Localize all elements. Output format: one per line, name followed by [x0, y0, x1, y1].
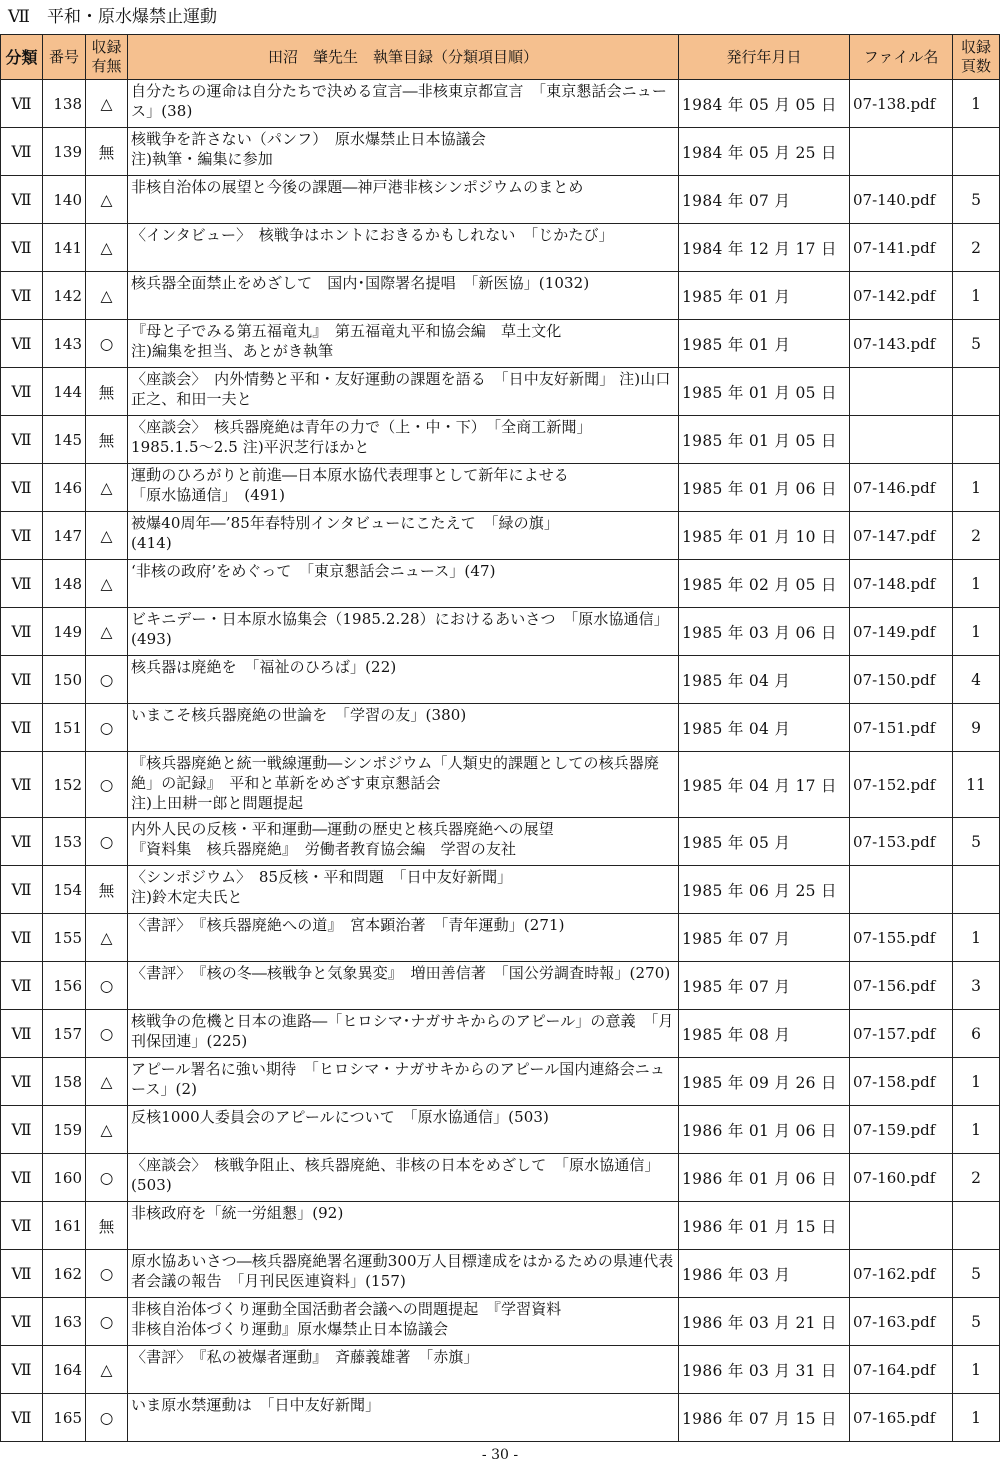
table-row [1, 818, 1000, 866]
file-name-cell: 07-155.pdf [850, 914, 953, 962]
date-cell: 1985 年 01 月 06 日 [679, 464, 850, 512]
number-cell: 142 [43, 272, 86, 320]
included-cell: ○ [86, 656, 128, 704]
file-name-cell: 07-157.pdf [850, 1010, 953, 1058]
date-cell: 1986 年 07 月 15 日 [679, 1394, 850, 1442]
number-cell: 159 [43, 1106, 86, 1154]
section-title: Ⅶ 平和・原水爆禁止運動 [8, 7, 217, 27]
pages-cell [953, 128, 1000, 176]
table-row [1, 914, 1000, 962]
pages-cell: 1 [953, 914, 1000, 962]
number-cell: 156 [43, 962, 86, 1010]
number-cell: 158 [43, 1058, 86, 1106]
header-title: 田沼 肇先生 執筆目録（分類項目順） [128, 35, 679, 80]
number-cell: 150 [43, 656, 86, 704]
file-name-cell: 07-164.pdf [850, 1346, 953, 1394]
included-cell: ○ [86, 1250, 128, 1298]
table-row [1, 1202, 1000, 1250]
date-cell: 1986 年 03 月 [679, 1250, 850, 1298]
file-name-cell: 07-143.pdf [850, 320, 953, 368]
date-cell: 1985 年 09 月 26 日 [679, 1058, 850, 1106]
included-cell: △ [86, 272, 128, 320]
title-cell: 非核政府を「統一労組懇」(92) [128, 1202, 679, 1250]
number-cell: 149 [43, 608, 86, 656]
included-cell: 無 [86, 1202, 128, 1250]
included-cell: 無 [86, 416, 128, 464]
included-cell: 無 [86, 368, 128, 416]
date-cell: 1984 年 05 月 05 日 [679, 80, 850, 128]
file-name-cell: 07-141.pdf [850, 224, 953, 272]
date-cell: 1985 年 05 月 [679, 818, 850, 866]
table-row [1, 224, 1000, 272]
number-cell: 148 [43, 560, 86, 608]
title-cell: 非核自治体の展望と今後の課題―神戸港非核シンポジウムのまとめ [128, 176, 679, 224]
category-cell: Ⅶ [1, 512, 43, 560]
number-cell: 164 [43, 1346, 86, 1394]
number-cell: 147 [43, 512, 86, 560]
table-row [1, 176, 1000, 224]
table-row [1, 1010, 1000, 1058]
pages-cell: 5 [953, 818, 1000, 866]
header-included: 収録 有無 [86, 35, 128, 80]
header-pages: 収録 頁数 [953, 35, 1000, 80]
pages-cell: 1 [953, 1346, 1000, 1394]
date-cell: 1985 年 07 月 [679, 962, 850, 1010]
number-cell: 143 [43, 320, 86, 368]
included-cell: ○ [86, 818, 128, 866]
category-cell: Ⅶ [1, 464, 43, 512]
category-cell: Ⅶ [1, 176, 43, 224]
date-cell: 1984 年 07 月 [679, 176, 850, 224]
number-cell: 145 [43, 416, 86, 464]
date-cell: 1985 年 01 月 10 日 [679, 512, 850, 560]
date-cell: 1985 年 01 月 05 日 [679, 368, 850, 416]
category-cell: Ⅶ [1, 1298, 43, 1346]
included-cell: 無 [86, 128, 128, 176]
file-name-cell [850, 416, 953, 464]
pages-cell [953, 1202, 1000, 1250]
number-cell: 160 [43, 1154, 86, 1202]
date-cell: 1985 年 08 月 [679, 1010, 850, 1058]
number-cell: 165 [43, 1394, 86, 1442]
table-row [1, 608, 1000, 656]
category-cell: Ⅶ [1, 560, 43, 608]
number-cell: 140 [43, 176, 86, 224]
date-cell: 1985 年 02 月 05 日 [679, 560, 850, 608]
number-cell: 162 [43, 1250, 86, 1298]
file-name-cell: 07-165.pdf [850, 1394, 953, 1442]
header-number: 番号 [43, 35, 86, 80]
title-cell: 自分たちの運命は自分たちで決める宣言―非核東京都宣言 「東京懇話会ニュース」(38) [128, 80, 679, 128]
number-cell: 153 [43, 818, 86, 866]
title-cell: 〈座談会〉 核戦争阻止、核兵器廃絶、非核の日本をめざして 「原水協通信」(503) [128, 1154, 679, 1202]
category-cell: Ⅶ [1, 608, 43, 656]
included-cell: △ [86, 512, 128, 560]
title-cell: 運動のひろがりと前進―日本原水協代表理事として新年によせる 「原水協通信」 (491) [128, 464, 679, 512]
file-name-cell: 07-146.pdf [850, 464, 953, 512]
title-cell: 核兵器全面禁止をめざして 国内･国際署名提唱 「新医協」(1032) [128, 272, 679, 320]
file-name-cell: 07-152.pdf [850, 752, 953, 818]
file-name-cell: 07-140.pdf [850, 176, 953, 224]
file-name-cell: 07-162.pdf [850, 1250, 953, 1298]
included-cell: ○ [86, 320, 128, 368]
file-name-cell: 07-149.pdf [850, 608, 953, 656]
catalog-table [0, 34, 1000, 1442]
included-cell: △ [86, 176, 128, 224]
file-name-cell: 07-156.pdf [850, 962, 953, 1010]
date-cell: 1985 年 01 月 [679, 320, 850, 368]
table-row [1, 464, 1000, 512]
date-cell: 1986 年 01 月 06 日 [679, 1106, 850, 1154]
included-cell: △ [86, 608, 128, 656]
category-cell: Ⅶ [1, 818, 43, 866]
pages-cell: 5 [953, 1250, 1000, 1298]
category-cell: Ⅶ [1, 1106, 43, 1154]
title-cell: 〈座談会〉 内外情勢と平和・友好運動の課題を語る 「日中友好新聞」 注)山口正之、和田一夫と [128, 368, 679, 416]
pages-cell: 1 [953, 560, 1000, 608]
table-row [1, 128, 1000, 176]
included-cell: △ [86, 1106, 128, 1154]
table-row [1, 1250, 1000, 1298]
title-cell: 反核1000人委員会のアピールについて 「原水協通信」(503) [128, 1106, 679, 1154]
number-cell: 139 [43, 128, 86, 176]
pages-cell: 1 [953, 1058, 1000, 1106]
file-name-cell [850, 866, 953, 914]
category-cell: Ⅶ [1, 1058, 43, 1106]
date-cell: 1984 年 12 月 17 日 [679, 224, 850, 272]
included-cell: ○ [86, 962, 128, 1010]
table-row [1, 80, 1000, 128]
table-row [1, 1346, 1000, 1394]
number-cell: 141 [43, 224, 86, 272]
pages-cell: 1 [953, 608, 1000, 656]
header-category: 分類 [1, 35, 43, 80]
table-row [1, 320, 1000, 368]
included-cell: ○ [86, 1154, 128, 1202]
file-name-cell: 07-159.pdf [850, 1106, 953, 1154]
pages-cell: 4 [953, 656, 1000, 704]
date-cell: 1985 年 07 月 [679, 914, 850, 962]
included-cell: △ [86, 1058, 128, 1106]
date-cell: 1986 年 01 月 15 日 [679, 1202, 850, 1250]
included-cell: △ [86, 914, 128, 962]
file-name-cell: 07-153.pdf [850, 818, 953, 866]
table-row [1, 512, 1000, 560]
included-cell: ○ [86, 1298, 128, 1346]
pages-cell: 1 [953, 1394, 1000, 1442]
table-row [1, 560, 1000, 608]
date-cell: 1986 年 03 月 21 日 [679, 1298, 850, 1346]
number-cell: 144 [43, 368, 86, 416]
pages-cell: 1 [953, 80, 1000, 128]
date-cell: 1985 年 04 月 17 日 [679, 752, 850, 818]
category-cell: Ⅶ [1, 866, 43, 914]
included-cell: △ [86, 224, 128, 272]
title-cell: ビキニデー・日本原水協集会（1985.2.28）におけるあいさつ 「原水協通信」(493) [128, 608, 679, 656]
title-cell: 原水協あいさつ―核兵器廃絶署名運動300万人目標達成をはかるための県連代表者会議の報告 「月刊民医連資料」(157) [128, 1250, 679, 1298]
category-cell: Ⅶ [1, 80, 43, 128]
category-cell: Ⅶ [1, 1154, 43, 1202]
included-cell: ○ [86, 1010, 128, 1058]
file-name-cell: 07-158.pdf [850, 1058, 953, 1106]
title-cell: 〈インタビュー〉 核戦争はホントにおきるかもしれない 「じかたび」 [128, 224, 679, 272]
category-cell: Ⅶ [1, 1010, 43, 1058]
number-cell: 151 [43, 704, 86, 752]
included-cell: △ [86, 80, 128, 128]
category-cell: Ⅶ [1, 752, 43, 818]
pages-cell: 1 [953, 272, 1000, 320]
pages-cell: 2 [953, 512, 1000, 560]
number-cell: 163 [43, 1298, 86, 1346]
table-row [1, 1394, 1000, 1442]
table-row [1, 1058, 1000, 1106]
file-name-cell: 07-150.pdf [850, 656, 953, 704]
file-name-cell: 07-160.pdf [850, 1154, 953, 1202]
table-row [1, 962, 1000, 1010]
date-cell: 1985 年 04 月 [679, 704, 850, 752]
category-cell: Ⅶ [1, 704, 43, 752]
pages-cell: 11 [953, 752, 1000, 818]
title-cell: 内外人民の反核・平和運動―運動の歴史と核兵器廃絶への展望 『資料集 核兵器廃絶』 労働者教育協会編 学習の友社 [128, 818, 679, 866]
title-cell: 核戦争を許さない（パンフ） 原水爆禁止日本協議会 注)執筆・編集に参加 [128, 128, 679, 176]
number-cell: 138 [43, 80, 86, 128]
included-cell: ○ [86, 1394, 128, 1442]
category-cell: Ⅶ [1, 1250, 43, 1298]
number-cell: 157 [43, 1010, 86, 1058]
file-name-cell [850, 1202, 953, 1250]
title-cell: いまこそ核兵器廃絶の世論を 「学習の友」(380) [128, 704, 679, 752]
date-cell: 1985 年 03 月 06 日 [679, 608, 850, 656]
date-cell: 1986 年 01 月 06 日 [679, 1154, 850, 1202]
file-name-cell: 07-147.pdf [850, 512, 953, 560]
table-row [1, 752, 1000, 818]
title-cell: いま原水禁運動は 「日中友好新聞」 [128, 1394, 679, 1442]
pages-cell: 5 [953, 320, 1000, 368]
pages-cell: 6 [953, 1010, 1000, 1058]
category-cell: Ⅶ [1, 962, 43, 1010]
pages-cell: 3 [953, 962, 1000, 1010]
table-row [1, 1298, 1000, 1346]
file-name-cell: 07-151.pdf [850, 704, 953, 752]
pages-cell: 2 [953, 1154, 1000, 1202]
pages-cell [953, 368, 1000, 416]
date-cell: 1985 年 04 月 [679, 656, 850, 704]
title-cell: 『母と子でみる第五福竜丸』 第五福竜丸平和協会編 草土文化 注)編集を担当、あとがき執筆 [128, 320, 679, 368]
table-row [1, 1106, 1000, 1154]
file-name-cell: 07-142.pdf [850, 272, 953, 320]
pages-cell [953, 866, 1000, 914]
header-date: 発行年月日 [679, 35, 850, 80]
title-cell: 〈シンポジウム〉 85反核・平和問題 「日中友好新聞」 注)鈴木定夫氏と [128, 866, 679, 914]
number-cell: 146 [43, 464, 86, 512]
category-cell: Ⅶ [1, 416, 43, 464]
table-row [1, 704, 1000, 752]
date-cell: 1985 年 01 月 [679, 272, 850, 320]
included-cell: △ [86, 560, 128, 608]
pages-cell [953, 416, 1000, 464]
file-name-cell: 07-148.pdf [850, 560, 953, 608]
included-cell: 無 [86, 866, 128, 914]
title-cell: 『核兵器廃絶と統一戦線運動―シンポジウム「人類史的課題としての核兵器廃絶」の記録』 平和と革新をめざす東京懇話会 注)上田耕一郎と問題提起 [128, 752, 679, 818]
pages-cell: 9 [953, 704, 1000, 752]
category-cell: Ⅶ [1, 320, 43, 368]
title-cell: 非核自治体づくり運動全国活動者会議への問題提起 『学習資料 非核自治体づくり運動』原水爆禁止日本協議会 [128, 1298, 679, 1346]
header-file: ファイル名 [850, 35, 953, 80]
pages-cell: 1 [953, 1106, 1000, 1154]
category-cell: Ⅶ [1, 1346, 43, 1394]
title-cell: 核兵器は廃絶を 「福祉のひろば」(22) [128, 656, 679, 704]
category-cell: Ⅶ [1, 128, 43, 176]
category-cell: Ⅶ [1, 224, 43, 272]
number-cell: 154 [43, 866, 86, 914]
file-name-cell: 07-138.pdf [850, 80, 953, 128]
title-cell: 核戦争の危機と日本の進路―「ヒロシマ･ナガサキからのアピール」の意義 「月刊保団連」(225) [128, 1010, 679, 1058]
category-cell: Ⅶ [1, 1202, 43, 1250]
table-row [1, 656, 1000, 704]
title-cell: ‘非核の政府’をめぐって 「東京懇話会ニュース」(47) [128, 560, 679, 608]
title-cell: 被爆40周年―’85年春特別インタビューにこたえて 「緑の旗」 (414) [128, 512, 679, 560]
date-cell: 1985 年 01 月 05 日 [679, 416, 850, 464]
included-cell: △ [86, 1346, 128, 1394]
included-cell: ○ [86, 752, 128, 818]
file-name-cell: 07-163.pdf [850, 1298, 953, 1346]
table-row [1, 866, 1000, 914]
included-cell: △ [86, 464, 128, 512]
table-header [1, 35, 1000, 80]
title-cell: アピール署名に強い期待 「ヒロシマ・ナガサキからのアピール国内連絡会ニュース」(2) [128, 1058, 679, 1106]
title-cell: 〈座談会〉 核兵器廃絶は青年の力で（上・中・下） 「全商工新聞」 1985.1.5～2.5 注)平沢芝行ほかと [128, 416, 679, 464]
pages-cell: 5 [953, 176, 1000, 224]
category-cell: Ⅶ [1, 914, 43, 962]
category-cell: Ⅶ [1, 656, 43, 704]
table-row [1, 1154, 1000, 1202]
category-cell: Ⅶ [1, 272, 43, 320]
pages-cell: 2 [953, 224, 1000, 272]
number-cell: 155 [43, 914, 86, 962]
number-cell: 161 [43, 1202, 86, 1250]
title-cell: 〈書評〉 『核の冬―核戦争と気象異変』 増田善信著 「国公労調査時報」(270) [128, 962, 679, 1010]
page-number: - 30 - [481, 1447, 519, 1463]
pages-cell: 1 [953, 464, 1000, 512]
table-row [1, 368, 1000, 416]
file-name-cell [850, 368, 953, 416]
title-cell: 〈書評〉 『私の被爆者運動』 斉藤義雄著 「赤旗」 [128, 1346, 679, 1394]
date-cell: 1985 年 06 月 25 日 [679, 866, 850, 914]
date-cell: 1986 年 03 月 31 日 [679, 1346, 850, 1394]
title-cell: 〈書評〉 『核兵器廃絶への道』 宮本顕治著 「青年運動」(271) [128, 914, 679, 962]
table-body [1, 80, 1000, 1442]
included-cell: ○ [86, 704, 128, 752]
pages-cell: 5 [953, 1298, 1000, 1346]
table-row [1, 416, 1000, 464]
date-cell: 1984 年 05 月 25 日 [679, 128, 850, 176]
category-cell: Ⅶ [1, 1394, 43, 1442]
table-row [1, 272, 1000, 320]
header-row [1, 35, 1000, 80]
file-name-cell [850, 128, 953, 176]
number-cell: 152 [43, 752, 86, 818]
category-cell: Ⅶ [1, 368, 43, 416]
